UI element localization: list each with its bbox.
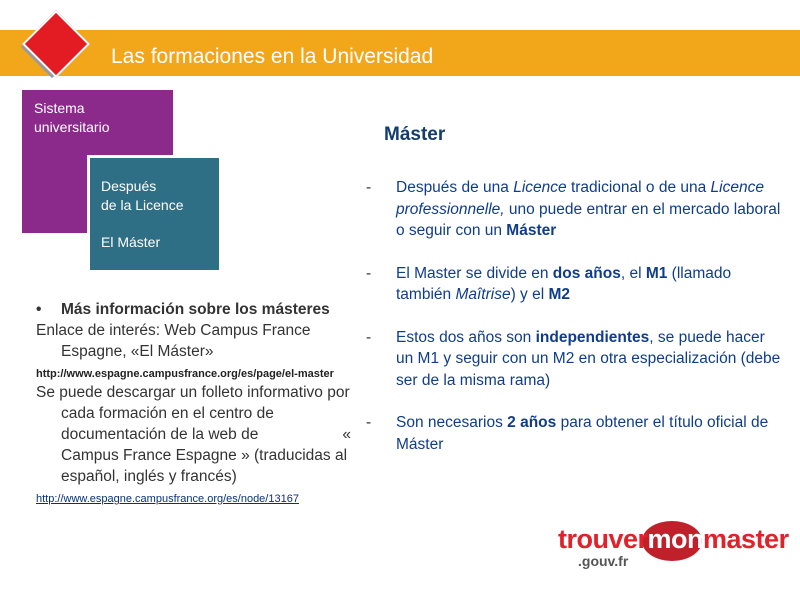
bullet-item	[36, 299, 368, 320]
bold-span: M2	[548, 286, 571, 303]
master-heading: Máster	[384, 124, 446, 145]
list-item	[366, 177, 786, 242]
box-purple-label	[34, 99, 109, 137]
download-text-part3: Campus France Espagne » (traducidas al español, inglés y francés)	[61, 447, 348, 485]
text-span: ) y el	[510, 286, 549, 303]
text-span: , se puede hacer un M1 y seguir con un M2 en otra especialización (debe ser de la misma rama)	[396, 328, 781, 389]
text-span: El Master se divide en	[396, 264, 553, 282]
box-purple-line1: Sistema	[34, 100, 85, 116]
text-span: uno puede entrar en el mercado laboral o seguir con un	[396, 200, 781, 239]
logo-part2: mon	[647, 524, 704, 554]
italic-span: Licence professionnelle,	[396, 179, 764, 218]
logo-part1: trouver	[558, 524, 648, 554]
logo-domain: .gouv.fr	[578, 553, 629, 569]
download-text-part2: «	[342, 426, 351, 443]
bold-span: Máster	[506, 222, 557, 239]
list-item	[366, 263, 786, 306]
url-el-master[interactable]: http://www.espagne.campusfrance.org/es/page/el-master	[36, 368, 334, 380]
dash-marker: -	[366, 179, 372, 196]
page-title: Las formaciones en la Universidad	[111, 45, 434, 68]
text-span: Estos dos años son	[396, 328, 536, 346]
box-teal-line2: de la Licence	[101, 197, 184, 213]
bold-span: M1	[645, 264, 668, 282]
text-span: Después de una	[396, 179, 514, 196]
italic-span: Maîtrise	[455, 286, 511, 303]
dash-marker: -	[366, 328, 372, 346]
text-span: para obtener el título oficial de Máster	[396, 414, 769, 453]
trouvermonmaster-logo	[558, 524, 789, 574]
link-description: Enlace de interés: Web Campus France Espagne, «El Máster»	[36, 322, 311, 360]
list-item	[366, 412, 786, 455]
box-teal-line1: Después	[101, 178, 157, 194]
italic-span: Licence	[513, 179, 567, 196]
text-span: (llamado también	[396, 264, 732, 303]
box-teal-line3: El Máster	[101, 234, 161, 250]
box-purple-line2: universitario	[34, 119, 110, 135]
bold-span: 2 años	[507, 414, 557, 431]
download-text-part1: Se puede descargar un folleto informativo por cada formación en el centro de documentación de la web de	[36, 384, 350, 443]
download-text	[36, 382, 368, 487]
bold-span: dos años	[552, 264, 621, 282]
bold-span: independientes	[535, 328, 650, 346]
dash-marker: -	[366, 414, 372, 431]
list-item	[366, 327, 786, 392]
master-bullet-list	[366, 177, 786, 476]
left-info-column	[36, 299, 368, 507]
bullet-title: Más información sobre los másteres	[61, 301, 330, 318]
logo-part3: master	[703, 524, 789, 554]
url-node[interactable]: http://www.espagne.campusfrance.org/es/node/13167	[36, 493, 299, 505]
box-teal-label	[101, 177, 184, 252]
bullet-dot-icon: •	[36, 301, 42, 318]
text-span: tradicional o de una	[566, 179, 711, 196]
box-despues-licence	[87, 155, 219, 270]
dash-marker: -	[366, 264, 372, 282]
text-span: Son necesarios	[396, 414, 508, 431]
logo-wordmark	[558, 524, 789, 555]
text-span: , el	[620, 264, 646, 282]
